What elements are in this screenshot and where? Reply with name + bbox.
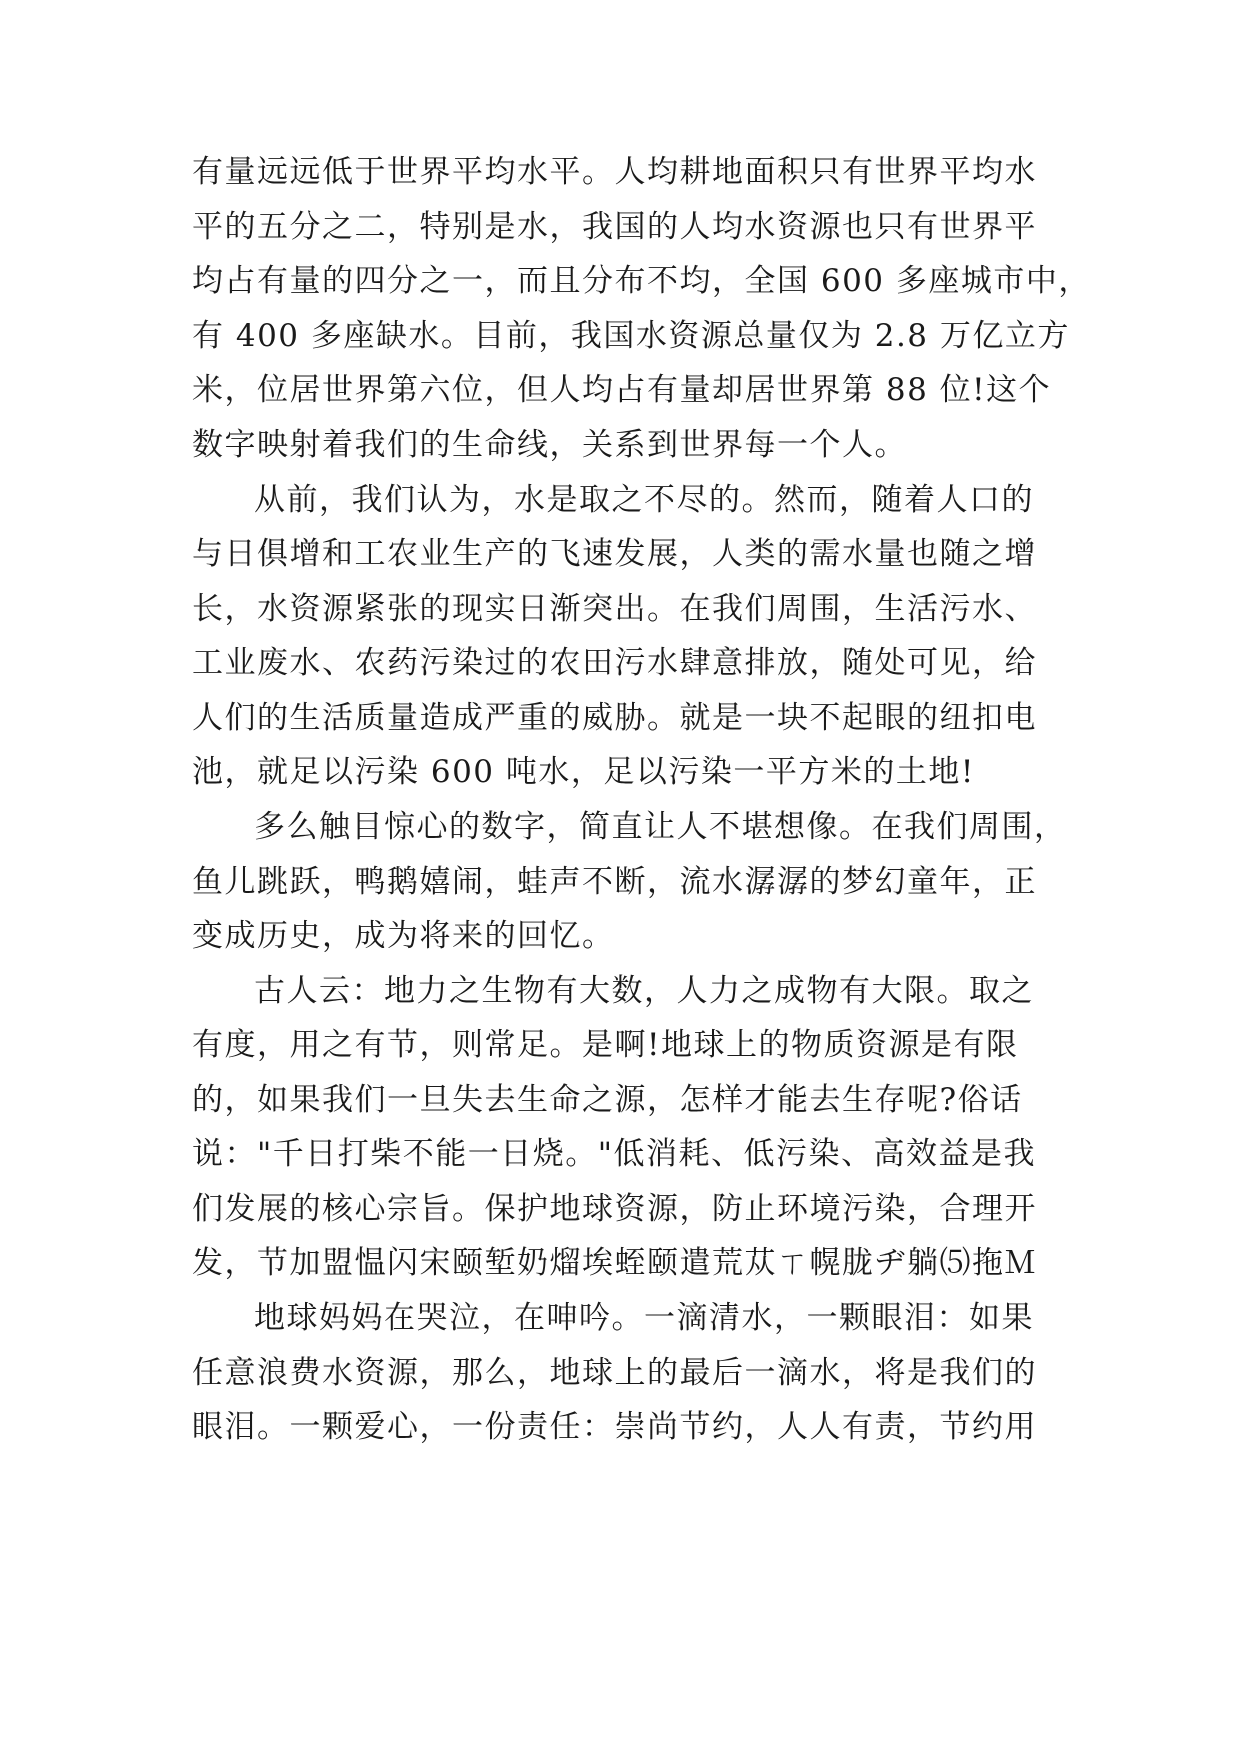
text-line: 池，就足以污染 600 吨水，足以污染一平方米的土地! bbox=[192, 754, 975, 790]
paragraph-first-line: 地球妈妈在哭泣，在呻吟。一滴清水，一颗眼泪：如果 bbox=[254, 1300, 1034, 1336]
text-line: 发，节加盟愠闪宋颐堑奶熘埃蛭颐遣荒苁ㄒ幌胧ヂ躺⑸拖Ｍ bbox=[192, 1245, 1037, 1281]
text-line: 鱼儿跳跃，鸭鹅嬉闹，蛙声不断，流水潺潺的梦幻童年，正 bbox=[192, 864, 1037, 900]
text-line: 有 400 多座缺水。目前，我国水资源总量仅为 2.8 万亿立方 bbox=[192, 318, 1070, 354]
text-line: 均占有量的四分之一，而且分布不均，全国 600 多座城市中， bbox=[192, 263, 1091, 299]
text-line: 变成历史，成为将来的回忆。 bbox=[192, 918, 615, 954]
text-line: 人们的生活质量造成严重的威胁。就是一块不起眼的纽扣电 bbox=[192, 700, 1037, 736]
paragraph-first-line: 古人云：地力之生物有大数，人力之成物有大限。取之 bbox=[254, 973, 1034, 1009]
text-line: 长，水资源紧张的现实日渐突出。在我们周围，生活污水、 bbox=[192, 591, 1037, 627]
text-line: 有度，用之有节，则常足。是啊!地球上的物质资源是有限 bbox=[192, 1027, 1019, 1063]
text-line: 米，位居世界第六位，但人均占有量却居世界第 88 位!这个 bbox=[192, 372, 1052, 408]
text-line: 与日俱增和工农业生产的飞速发展，人类的需水量也随之增 bbox=[192, 536, 1037, 572]
text-line: 工业废水、农药污染过的农田污水肆意排放，随处可见，给 bbox=[192, 645, 1037, 681]
text-line: 任意浪费水资源，那么，地球上的最后一滴水，将是我们的 bbox=[192, 1355, 1037, 1391]
text-line: 们发展的核心宗旨。保护地球资源，防止环境污染，合理开 bbox=[192, 1191, 1037, 1227]
text-line: 眼泪。一颗爱心，一份责任：崇尚节约，人人有责，节约用 bbox=[192, 1409, 1037, 1445]
text-line: 平的五分之二，特别是水，我国的人均水资源也只有世界平 bbox=[192, 209, 1037, 245]
text-line: 说："千日打柴不能一日烧。"低消耗、低污染、高效益是我 bbox=[192, 1136, 1037, 1172]
text-line: 数字映射着我们的生命线，关系到世界每一个人。 bbox=[192, 427, 907, 463]
paragraph-first-line: 从前，我们认为，水是取之不尽的。然而，随着人口的 bbox=[254, 482, 1034, 518]
text-line: 有量远远低于世界平均水平。人均耕地面积只有世界平均水 bbox=[192, 154, 1037, 190]
text-line: 的，如果我们一旦失去生命之源，怎样才能去生存呢?俗话 bbox=[192, 1082, 1023, 1118]
paragraph-first-line: 多么触目惊心的数字，简直让人不堪想像。在我们周围， bbox=[254, 809, 1067, 845]
